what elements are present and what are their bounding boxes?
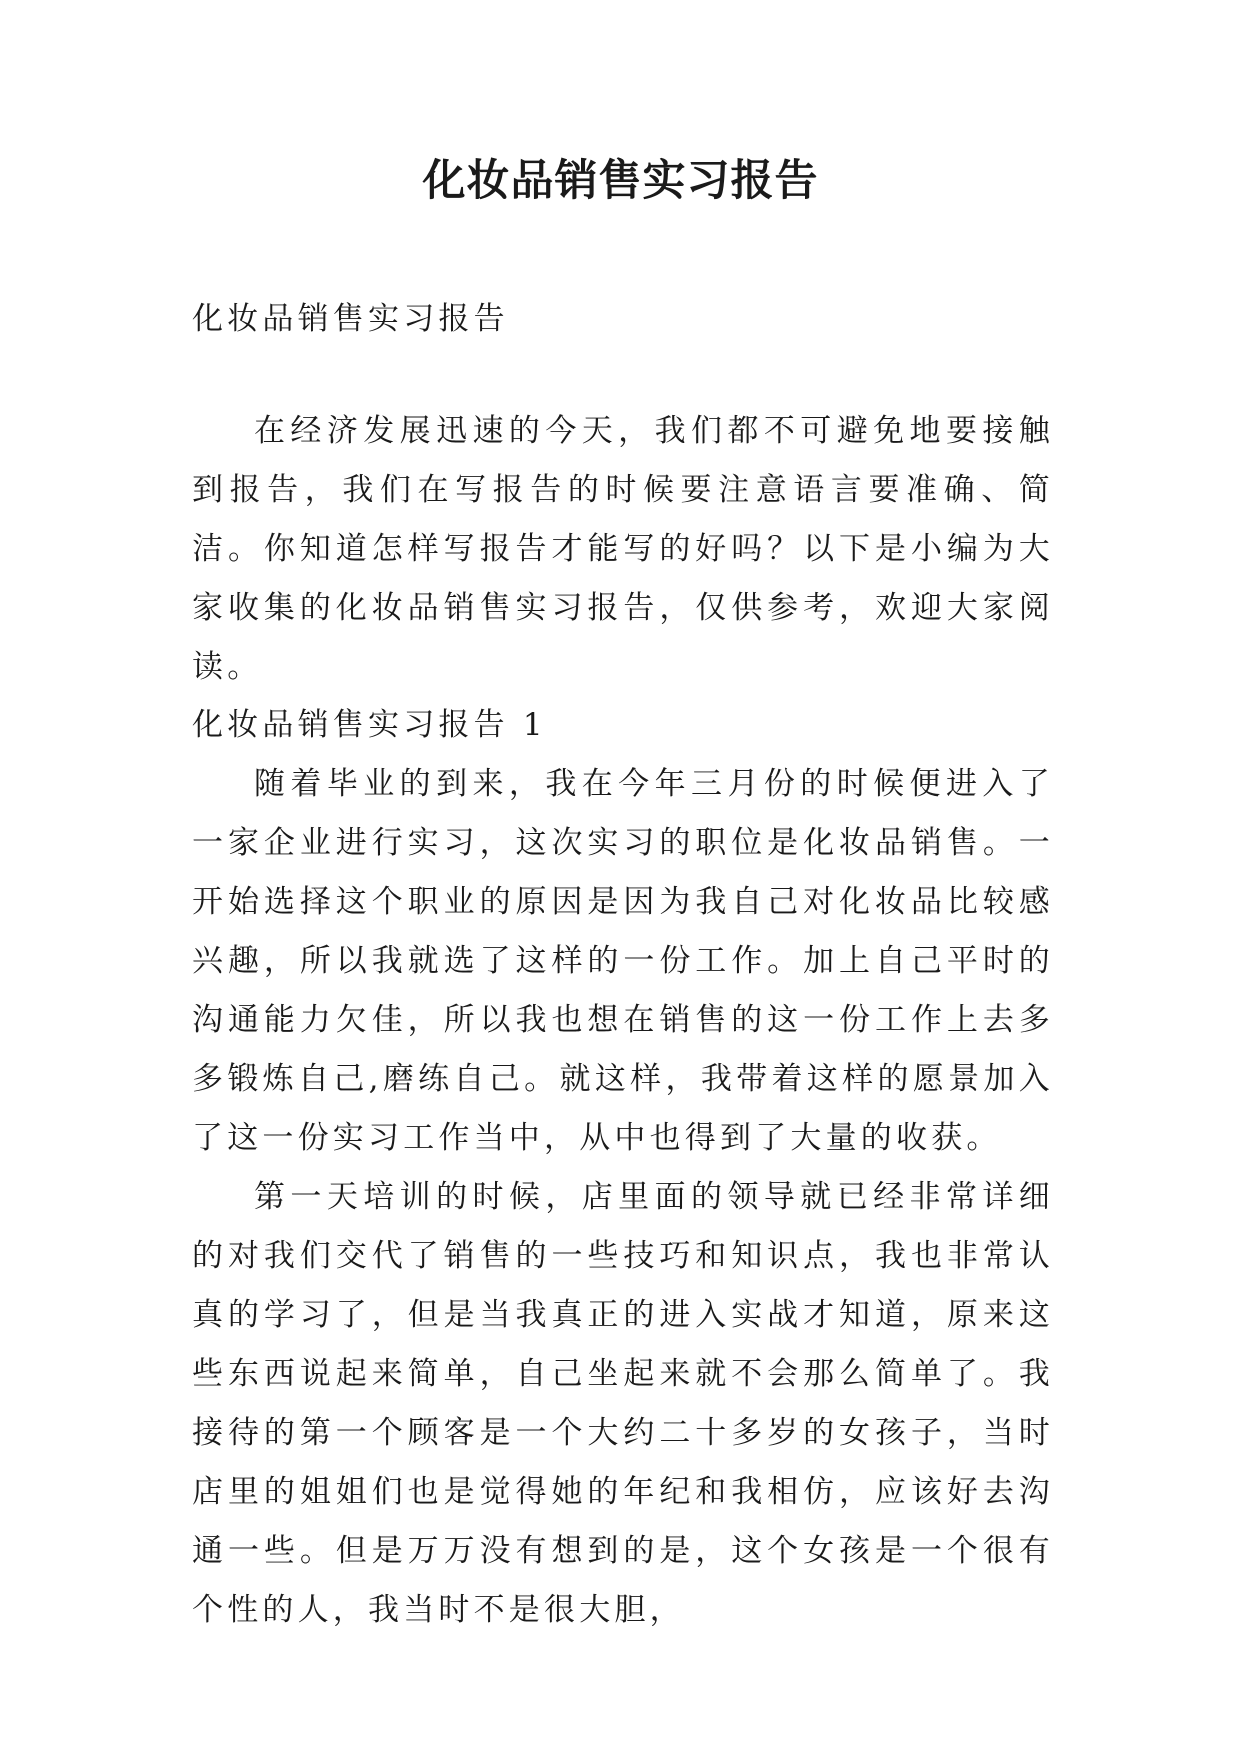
report-section-1 — [192, 696, 1054, 1640]
section-heading: 化妆品销售实习报告 1 — [192, 707, 547, 743]
intro-paragraph: 在经济发展迅速的今天，我们都不可避免地要接触到报告，我们在写报告的时候要注意语言要准确、简洁。你知道怎样写报告才能写的好吗？以下是小编为大家收集的化妆品销售实习报告，仅供参考，欢迎大家阅读。 — [192, 413, 1054, 685]
document-title: 化妆品销售实习报告 — [422, 156, 819, 206]
body-paragraph: 随着毕业的到来，我在今年三月份的时候便进入了一家企业进行实习，这次实习的职位是化妆品销售。一开始选择这个职业的原因是因为我自己对化妆品比较感兴趣，所以我就选了这样的一份工作。加上自己平时的沟通能力欠佳，所以我也想在销售的这一份工作上去多多锻炼自己,磨练自己。就这样，我带着这样的愿景加入了这一份实习工作当中，从中也得到了大量的收获。 — [192, 766, 1054, 1156]
document-subtitle: 化妆品销售实习报告 — [192, 301, 509, 337]
body-paragraph: 第一天培训的时候，店里面的领导就已经非常详细的对我们交代了销售的一些技巧和知识点，我也非常认真的学习了，但是当我真正的进入实战才知道，原来这些东西说起来简单，自己坐起来就不会那么简单了。我接待的第一个顾客是一个大约二十多岁的女孩子，当时店里的姐姐们也是觉得她的年纪和我相仿，应该好去沟通一些。但是万万没有想到的是，这个女孩是一个很有个性的人，我当时不是很大胆， — [192, 1179, 1054, 1628]
